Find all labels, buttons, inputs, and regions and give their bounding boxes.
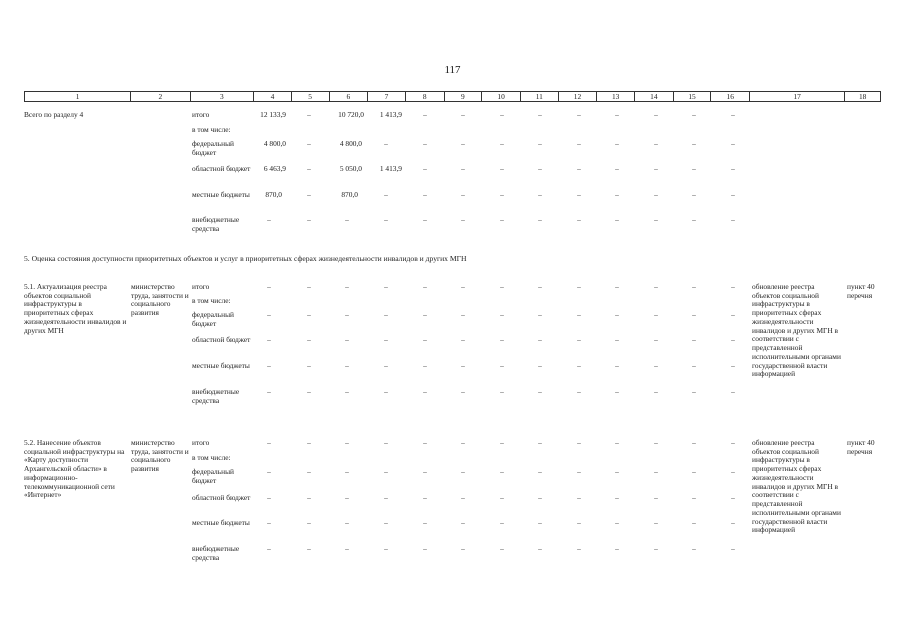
value-cell: –: [423, 438, 427, 447]
value-cell: –: [731, 438, 735, 447]
value-cell: –: [461, 190, 465, 199]
value-cell: –: [538, 467, 542, 476]
value-cell: –: [267, 518, 271, 527]
value-cell: –: [538, 518, 542, 527]
value-cell: 5 050,0: [339, 164, 362, 173]
value-cell: –: [500, 361, 504, 370]
value-cell: –: [423, 387, 427, 396]
value-cell: –: [307, 361, 311, 370]
value-cell: –: [654, 438, 658, 447]
value-cell: 12 133,9: [260, 110, 286, 119]
column-number: 8: [405, 92, 444, 101]
value-cell: –: [615, 164, 619, 173]
item-name: 5.2. Нанесение объектов социальной инфраструктуры на «Карту доступности Архангельской области» в информационно-телекоммуникационной сети «Интернет»: [24, 438, 125, 500]
value-cell: –: [267, 282, 271, 291]
value-cell: –: [654, 215, 658, 224]
value-cell: –: [461, 310, 465, 319]
value-cell: –: [345, 361, 349, 370]
value-cell: –: [423, 335, 427, 344]
item-name: 5.1. Актуализация реестра объектов социальной инфраструктуры в приоритетных сферах жизнедеятельности инвалидов и других МГН: [24, 282, 127, 335]
column-number-row: [24, 91, 881, 102]
column-number: 13: [596, 92, 634, 101]
funding-row-label: в том числе:: [192, 125, 231, 134]
value-cell: –: [500, 282, 504, 291]
value-cell: –: [423, 215, 427, 224]
value-cell: –: [538, 438, 542, 447]
value-cell: –: [500, 493, 504, 502]
value-cell: –: [615, 361, 619, 370]
value-cell: –: [692, 467, 696, 476]
value-cell: –: [538, 335, 542, 344]
value-cell: 1 413,9: [379, 164, 402, 173]
value-cell: –: [538, 310, 542, 319]
value-cell: –: [692, 215, 696, 224]
section-title: 5. Оценка состояния доступности приоритетных объектов и услуг в приоритетных сферах жизнедеятельности инвалидов и других МГН: [24, 254, 467, 263]
value-cell: –: [577, 387, 581, 396]
value-cell: –: [461, 139, 465, 148]
value-cell: –: [500, 310, 504, 319]
value-cell: –: [267, 467, 271, 476]
value-cell: –: [731, 544, 735, 553]
value-cell: –: [731, 310, 735, 319]
value-cell: –: [500, 139, 504, 148]
value-cell: 4 800,0: [263, 139, 286, 148]
value-cell: –: [307, 110, 311, 119]
value-cell: –: [654, 282, 658, 291]
value-cell: –: [384, 518, 388, 527]
page-number: 117: [444, 64, 461, 76]
value-cell: –: [461, 493, 465, 502]
value-cell: –: [423, 493, 427, 502]
value-cell: –: [384, 310, 388, 319]
value-cell: –: [577, 282, 581, 291]
value-cell: –: [538, 139, 542, 148]
value-cell: –: [577, 467, 581, 476]
value-cell: –: [615, 493, 619, 502]
column-number: 5: [291, 92, 329, 101]
value-cell: –: [267, 544, 271, 553]
value-cell: –: [307, 335, 311, 344]
funding-row-label: местные бюджеты: [192, 190, 250, 199]
value-cell: –: [267, 310, 271, 319]
value-cell: –: [692, 438, 696, 447]
value-cell: –: [307, 387, 311, 396]
value-cell: –: [345, 335, 349, 344]
value-cell: –: [384, 544, 388, 553]
value-cell: –: [267, 215, 271, 224]
value-cell: –: [692, 310, 696, 319]
value-cell: 10 720,0: [338, 110, 364, 119]
funding-row-label: областной бюджет: [192, 335, 251, 344]
value-cell: –: [384, 361, 388, 370]
funding-row-label: итого: [192, 110, 210, 119]
value-cell: –: [654, 164, 658, 173]
value-cell: –: [307, 215, 311, 224]
value-cell: –: [654, 467, 658, 476]
value-cell: –: [654, 361, 658, 370]
funding-row-label: итого: [192, 282, 210, 291]
value-cell: –: [500, 164, 504, 173]
value-cell: –: [692, 190, 696, 199]
value-cell: –: [267, 438, 271, 447]
value-cell: –: [615, 544, 619, 553]
value-cell: –: [692, 335, 696, 344]
funding-row-label: федеральный бюджет: [192, 139, 234, 157]
value-cell: –: [538, 190, 542, 199]
value-cell: –: [538, 164, 542, 173]
value-cell: –: [384, 139, 388, 148]
value-cell: –: [615, 190, 619, 199]
value-cell: –: [461, 335, 465, 344]
funding-row-label: итого: [192, 438, 210, 447]
value-cell: –: [577, 518, 581, 527]
value-cell: –: [461, 361, 465, 370]
item-result: обновление реестра объектов социальной инфраструктуры в приоритетных сферах жизнедеятельности инвалидов и других МГН в соответствии с представленной исполнительными органами государственной власти информацией: [752, 438, 841, 535]
value-cell: –: [692, 164, 696, 173]
value-cell: –: [461, 215, 465, 224]
value-cell: –: [577, 361, 581, 370]
value-cell: –: [692, 518, 696, 527]
value-cell: –: [615, 110, 619, 119]
total-label: Всего по разделу 4: [24, 110, 84, 119]
value-cell: –: [461, 518, 465, 527]
value-cell: –: [423, 190, 427, 199]
value-cell: –: [577, 493, 581, 502]
value-cell: –: [538, 110, 542, 119]
item-reference: пункт 40 перечня: [847, 282, 875, 300]
value-cell: –: [654, 110, 658, 119]
column-number: 10: [481, 92, 520, 101]
value-cell: –: [307, 493, 311, 502]
funding-row-label: местные бюджеты: [192, 361, 250, 370]
value-cell: –: [423, 518, 427, 527]
value-cell: –: [423, 282, 427, 291]
value-cell: –: [307, 190, 311, 199]
value-cell: –: [654, 139, 658, 148]
value-cell: –: [267, 361, 271, 370]
value-cell: –: [345, 493, 349, 502]
value-cell: –: [307, 544, 311, 553]
value-cell: –: [731, 387, 735, 396]
value-cell: –: [500, 438, 504, 447]
funding-row-label: в том числе:: [192, 453, 231, 462]
value-cell: –: [538, 282, 542, 291]
value-cell: –: [500, 518, 504, 527]
value-cell: –: [345, 215, 349, 224]
value-cell: –: [307, 282, 311, 291]
value-cell: –: [461, 282, 465, 291]
value-cell: –: [461, 110, 465, 119]
value-cell: –: [345, 438, 349, 447]
value-cell: 6 463,9: [263, 164, 286, 173]
value-cell: 870,0: [265, 190, 282, 199]
value-cell: –: [267, 335, 271, 344]
value-cell: –: [384, 190, 388, 199]
column-number: 3: [190, 92, 253, 101]
value-cell: –: [423, 467, 427, 476]
value-cell: 870,0: [341, 190, 358, 199]
value-cell: –: [307, 310, 311, 319]
value-cell: –: [345, 310, 349, 319]
value-cell: –: [423, 164, 427, 173]
value-cell: –: [654, 518, 658, 527]
value-cell: –: [307, 139, 311, 148]
value-cell: –: [500, 190, 504, 199]
value-cell: –: [538, 215, 542, 224]
value-cell: –: [384, 467, 388, 476]
value-cell: –: [423, 110, 427, 119]
column-number: 9: [444, 92, 482, 101]
value-cell: –: [345, 282, 349, 291]
value-cell: –: [500, 335, 504, 344]
column-number: 7: [367, 92, 405, 101]
value-cell: –: [423, 544, 427, 553]
funding-row-label: внебюджетные средства: [192, 387, 240, 405]
value-cell: 4 800,0: [339, 139, 362, 148]
value-cell: –: [345, 544, 349, 553]
column-number: 2: [130, 92, 190, 101]
value-cell: –: [384, 493, 388, 502]
value-cell: –: [731, 518, 735, 527]
value-cell: –: [461, 438, 465, 447]
value-cell: –: [577, 190, 581, 199]
funding-row-label: областной бюджет: [192, 493, 251, 502]
value-cell: –: [577, 164, 581, 173]
value-cell: –: [692, 139, 696, 148]
value-cell: –: [345, 387, 349, 396]
value-cell: –: [500, 544, 504, 553]
value-cell: –: [423, 361, 427, 370]
value-cell: –: [692, 493, 696, 502]
value-cell: –: [692, 282, 696, 291]
value-cell: –: [731, 139, 735, 148]
column-number: 1: [75, 92, 80, 101]
value-cell: –: [307, 164, 311, 173]
value-cell: –: [615, 387, 619, 396]
value-cell: –: [461, 387, 465, 396]
value-cell: –: [384, 438, 388, 447]
value-cell: –: [577, 438, 581, 447]
column-number: 16: [710, 92, 749, 101]
funding-row-label: внебюджетные средства: [192, 215, 240, 233]
value-cell: –: [500, 110, 504, 119]
value-cell: –: [577, 335, 581, 344]
value-cell: –: [267, 493, 271, 502]
funding-row-label: федеральный бюджет: [192, 467, 234, 485]
value-cell: –: [345, 467, 349, 476]
value-cell: –: [615, 438, 619, 447]
value-cell: –: [577, 310, 581, 319]
funding-row-label: местные бюджеты: [192, 518, 250, 527]
value-cell: –: [654, 387, 658, 396]
value-cell: –: [692, 361, 696, 370]
value-cell: –: [731, 190, 735, 199]
value-cell: –: [731, 335, 735, 344]
value-cell: –: [615, 335, 619, 344]
value-cell: –: [577, 139, 581, 148]
item-executor: министерство труда, занятости и социального развития: [131, 282, 189, 318]
value-cell: –: [538, 361, 542, 370]
funding-row-label: в том числе:: [192, 296, 231, 305]
value-cell: –: [538, 544, 542, 553]
value-cell: –: [500, 215, 504, 224]
value-cell: –: [307, 467, 311, 476]
value-cell: –: [654, 310, 658, 319]
value-cell: –: [307, 438, 311, 447]
value-cell: –: [461, 544, 465, 553]
column-number: 11: [520, 92, 558, 101]
value-cell: –: [267, 387, 271, 396]
value-cell: –: [615, 467, 619, 476]
column-number: 15: [673, 92, 711, 101]
column-number: 12: [558, 92, 597, 101]
column-number: 4: [253, 92, 291, 101]
value-cell: –: [692, 387, 696, 396]
value-cell: –: [654, 544, 658, 553]
value-cell: –: [384, 335, 388, 344]
value-cell: –: [731, 361, 735, 370]
value-cell: 1 413,9: [379, 110, 402, 119]
value-cell: –: [461, 467, 465, 476]
value-cell: –: [654, 190, 658, 199]
value-cell: –: [384, 215, 388, 224]
value-cell: –: [615, 139, 619, 148]
funding-row-label: внебюджетные средства: [192, 544, 240, 562]
value-cell: –: [577, 110, 581, 119]
value-cell: –: [731, 215, 735, 224]
value-cell: –: [423, 310, 427, 319]
value-cell: –: [731, 282, 735, 291]
item-reference: пункт 40 перечня: [847, 438, 875, 456]
value-cell: –: [731, 164, 735, 173]
value-cell: –: [615, 310, 619, 319]
column-number: 6: [329, 92, 368, 101]
value-cell: –: [384, 282, 388, 291]
column-number: 18: [844, 92, 880, 101]
value-cell: –: [538, 493, 542, 502]
value-cell: –: [577, 215, 581, 224]
column-number: 14: [634, 92, 673, 101]
value-cell: –: [461, 164, 465, 173]
item-result: обновление реестра объектов социальной инфраструктуры в приоритетных сферах жизнедеятельности инвалидов и других МГН в соответствии с представленной исполнительными органами государственной власти информацией: [752, 282, 841, 379]
value-cell: –: [615, 215, 619, 224]
value-cell: –: [423, 139, 427, 148]
value-cell: –: [692, 544, 696, 553]
funding-row-label: областной бюджет: [192, 164, 251, 173]
value-cell: –: [538, 387, 542, 396]
value-cell: –: [731, 467, 735, 476]
value-cell: –: [615, 518, 619, 527]
value-cell: –: [654, 493, 658, 502]
item-executor: министерство труда, занятости и социального развития: [131, 438, 189, 474]
value-cell: –: [307, 518, 311, 527]
value-cell: –: [615, 282, 619, 291]
value-cell: –: [500, 387, 504, 396]
value-cell: –: [384, 387, 388, 396]
column-number: 17: [749, 92, 844, 101]
value-cell: –: [345, 518, 349, 527]
value-cell: –: [654, 335, 658, 344]
value-cell: –: [500, 467, 504, 476]
value-cell: –: [731, 493, 735, 502]
value-cell: –: [692, 110, 696, 119]
value-cell: –: [577, 544, 581, 553]
value-cell: –: [731, 110, 735, 119]
funding-row-label: федеральный бюджет: [192, 310, 234, 328]
